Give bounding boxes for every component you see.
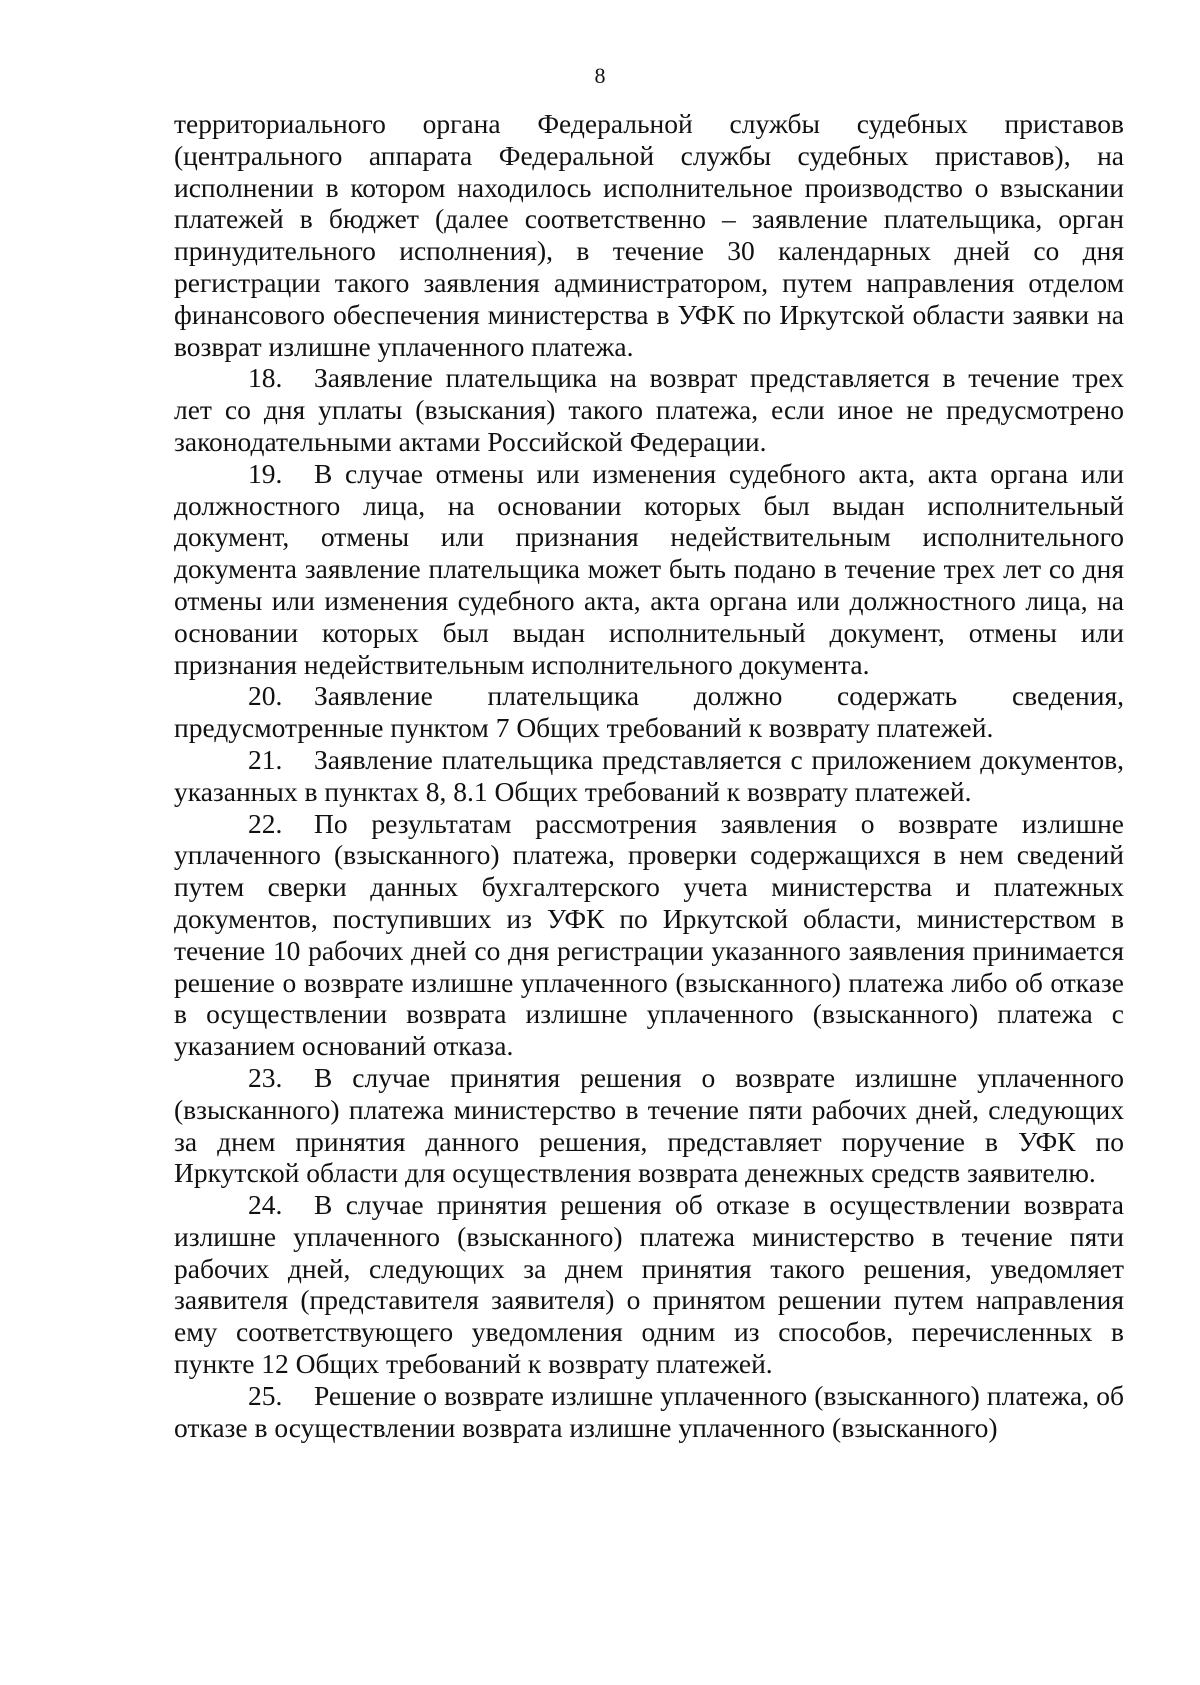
document-body bbox=[174, 108, 1124, 1443]
paragraph-number: 20. bbox=[248, 680, 283, 712]
paragraph-text: В случае принятия решения о возврате излишне уплаченного (взысканного) платежа министерство в течение пяти рабочих дней, следующих за днем принятия данного решения, представляет поручение в УФК по Иркутской области для осуществления возврата денежных средств заявителю. bbox=[174, 1061, 1124, 1189]
paragraph-continuation bbox=[174, 108, 1124, 362]
paragraph-22 bbox=[174, 808, 1124, 1062]
paragraph-number: 23. bbox=[248, 1061, 283, 1093]
paragraph-text: территориального органа Федеральной службы судебных приставов (центрального аппарата Федеральной службы судебных приставов), на исполнении в котором находилось исполнительное производство о взыскании платежей в бюджет (далее соответственно – заявление плательщика, орган принудительного исполнения), в течение 30 календарных дней со дня регистрации такого заявления администратором, путем направления отделом финансового обеспечения министерства в УФК по Иркутской области заявки на возврат излишне уплаченного платежа. bbox=[174, 108, 1124, 362]
paragraph-number: 19. bbox=[248, 457, 283, 489]
paragraph-number: 18. bbox=[248, 362, 283, 394]
paragraph-20 bbox=[174, 680, 1124, 744]
paragraph-text: Заявление плательщика должно содержать сведения, предусмотренные пунктом 7 Общих требований к возврату платежей. bbox=[174, 680, 1124, 744]
paragraph-21 bbox=[174, 744, 1124, 808]
paragraph-number: 24. bbox=[248, 1189, 283, 1221]
paragraph-number: 21. bbox=[248, 743, 283, 775]
paragraph-18 bbox=[174, 362, 1124, 457]
paragraph-text: Заявление плательщика представляется с приложением документов, указанных в пунктах 8, 8.1 Общих требований к возврату платежей. bbox=[174, 743, 1124, 807]
paragraph-text: По результатам рассмотрения заявления о возврате излишне уплаченного (взысканного) платежа, проверки содержащихся в нем сведений путем сверки данных бухгалтерского учета министерства и платежных документов, поступивших из УФК по Иркутской области, министерством в течение 10 рабочих дней со дня регистрации указанного заявления принимается решение о возврате излишне уплаченного (взысканного) платежа либо об отказе в осуществлении возврата излишне уплаченного (взысканного) платежа с указанием оснований отказа. bbox=[174, 807, 1124, 1062]
paragraph-number: 22. bbox=[248, 807, 283, 839]
paragraph-text: Решение о возврате излишне уплаченного (взысканного) платежа, об отказе в осуществлении возврата излишне уплаченного (взысканного) bbox=[174, 1379, 1124, 1443]
paragraph-number: 25. bbox=[248, 1379, 283, 1411]
paragraph-24 bbox=[174, 1189, 1124, 1380]
paragraph-25 bbox=[174, 1380, 1124, 1444]
paragraph-23 bbox=[174, 1062, 1124, 1189]
paragraph-text: Заявление плательщика на возврат представляется в течение трех лет со дня уплаты (взыскания) такого платежа, если иное не предусмотрено законодательными актами Российской Федерации. bbox=[174, 362, 1124, 457]
paragraph-19 bbox=[174, 458, 1124, 681]
page-number: 8 bbox=[594, 63, 606, 88]
paragraph-text: В случае принятия решения об отказе в осуществлении возврата излишне уплаченного (взысканного) платежа министерство в течение пяти рабочих дней, следующих за днем принятия такого решения, уведомляет заявителя (представителя заявителя) о принятом решении путем направления ему соответствующего уведомления одним из способов, перечисленных в пункте 12 Общих требований к возврату платежей. bbox=[174, 1189, 1124, 1380]
paragraph-text: В случае отмены или изменения судебного акта, акта органа или должностного лица, на основании которых был выдан исполнительный документ, отмены или признания недействительным исполнительного документа заявление плательщика может быть подано в течение трех лет со дня отмены или изменения судебного акта, акта органа или должностного лица, на основании которых был выдан исполнительный документ, отмены или признания недействительным исполнительного документа. bbox=[174, 457, 1124, 680]
